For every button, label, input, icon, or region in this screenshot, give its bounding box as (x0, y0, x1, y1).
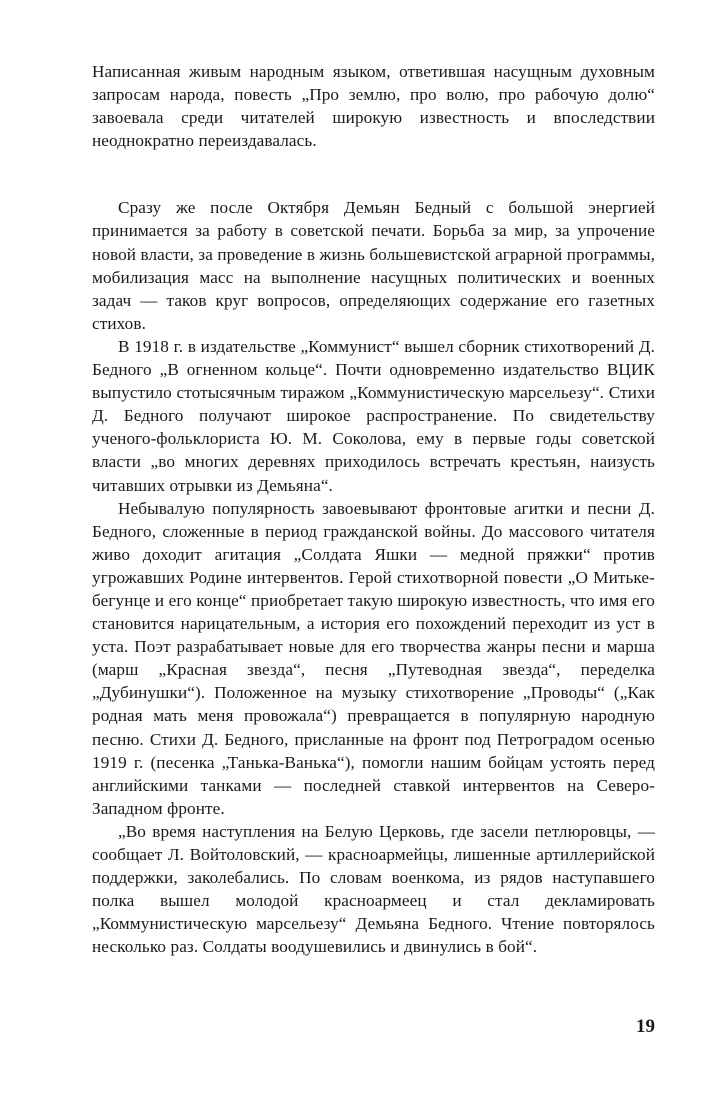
paragraph-belaya-tserkov: „Во время наступления на Белую Церковь, где засели петлюровцы, — сообщает Л. Войтоловский, — красноармейцы, лишенные артиллерийской поддержки, заколебались. По словам военкома, из рядов наступавшего полка вышел молодой красноармеец и стал декламировать „Коммунистическую марсельезу“ Демьяна Бедного. Чтение повторялось несколько раз. Солдаты воодушевились и двинулись в бой“. (92, 821, 655, 957)
page-number: 19 (636, 1016, 655, 1037)
paragraph-1918: В 1918 г. в издательстве „Коммунист“ вышел сборник стихотворений Д. Бедного „В огненном кольце“. Почти одновременно издательство ВЦИК выпустило стотысячным тиражом „Коммунистическую марсельезу“. Стихи Д. Бедного получают широкое распространение. По свидетельству ученого-фольклориста Ю. М. Соколова, ему в первые годы советской власти „во многих деревнях приходилось встречать крестьян, наизусть читавших отрывки из Демьяна“. (92, 336, 655, 495)
paragraph-october: Сразу же после Октября Демьян Бедный с большой энергией принимается за работу в советской печати. Борьба за мир, за упрочение новой власти, за проведение в жизнь большевистской аграрной программы, мобилизация масс на выполнение насущных политических и военных задач — таков круг вопросов, определяющих содержание его газетных стихов. (92, 198, 656, 333)
paragraph-povest: Написанная живым народным языком, ответившая насущным духовным запросам народа, повесть „Про землю, про волю, про рабочую долю“ завоевала среди читателей широкую известность и впоследствии неоднократно переиздавалась. (92, 62, 655, 151)
page-body (92, 60, 655, 958)
paragraph-agitki: Небывалую популярность завоевывают фронтовые агитки и песни Д. Бедного, сложенные в период гражданской войны. До массового читателя живо доходит агитация „Солдата Яшки — медной пряжки“ против угрожавших Родине интервентов. Герой стихотворной повести „О Митьке-бегунце и его конце“ приобретает такую широкую известность, что имя его становится нарицательным, а история его похождений переходит из уст в уста. Поэт разрабатывает новые для его творчества жанры песни и марша (марш „Красная звезда“, песня „Путеводная звезда“, переделка „Дубинушки“). Положенное на музыку стихотворение „Проводы“ („Как родная мать меня провожала“) превращается в популярную народную песню. Стихи Д. Бедного, присланные на фронт под Петроградом осенью 1919 г. (песенка „Танька-Ванька“), помогли нашим бойцам устоять перед английскими танками — последней ставкой интервентов на Северо-Западном фронте. (92, 498, 655, 818)
section-gap (92, 152, 655, 196)
